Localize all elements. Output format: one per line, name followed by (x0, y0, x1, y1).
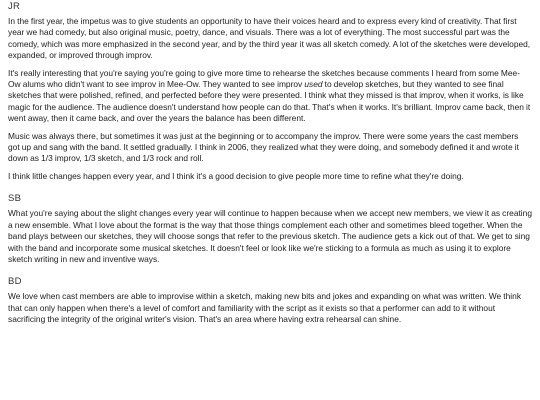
speaker-label: SB (8, 193, 22, 205)
paragraph (8, 68, 532, 125)
paragraph: Music was always there, but sometimes it was just at the beginning or to accompany the improv. There were some years the cast members got up and sang with the band. It settled gradually. I think in 2006, they realized what they were doing, and somebody defined it and wrote it down as 1/3 improv, 1/3 sketch, and 1/3 rock and roll. (8, 130, 519, 164)
paragraph: I think little changes happen every year, and I think it's a good decision to give people more time to refine what they're doing. (8, 170, 464, 181)
speaker-label: JR (8, 1, 21, 12)
paragraph: What you're saying about the slight changes every year will continue to happen because when we accept new members, we view it as creating a new ensemble. What I love about the format is the way that those things complement each other and sometimes bleed together. When the band plays between our sketches, they will choose songs that refer to the previous sketch. The audience gets a kick out of that. We get to sing with the band and incorporate some musical sketches. It doesn't feel or look like we're sticking to a formula as much as using it to explore sketch writing in new and inventive ways. (8, 208, 532, 264)
paragraph-text: It's really interesting that you're saying you're going to give more time to rehearse the sketches because comments I heard from some Mee-Ow alums who didn't want to see improv in Mee-Ow. They wanted to see improv (8, 67, 520, 90)
paragraph-text: to develop sketches, but they wanted to see final sketches that were polished, refined, and perfected before they were presented. I think what they missed is that improv, when it works, is like magic for the audience. The audience doesn't understand how people can do that. That's when it works. It's brilliant. Improv came back, then it went away, then it came back, and over the years the balance has been different. (8, 79, 531, 124)
paragraph: We love when cast members are able to improvise within a sketch, making new bits and jokes and expanding on what was written. We think that can only happen when there's a level of comfort and familiarity with the script as it exists so that a performer can add to it without sacrificing the integrity of the original writer's vision. That's an area where having extra rehearsal can shine. (8, 291, 522, 325)
section-jr (8, 1, 532, 182)
speaker-label: BD (8, 276, 22, 288)
emphasized-word: used (304, 79, 323, 90)
section-sb (8, 193, 532, 265)
section-bd (8, 276, 532, 325)
paragraph: In the first year, the impetus was to give students an opportunity to have their voices heard and to express every kind of creativity. That first year we had comedy, but also original music, poetry, dance, and visuals. There was a lot of everything. The most successful part was the comedy, which was more emphasized in the second year, and by the third year it was all sketch comedy. A lot of the sketches were developed, expanded, or improved through improv. (8, 16, 531, 61)
